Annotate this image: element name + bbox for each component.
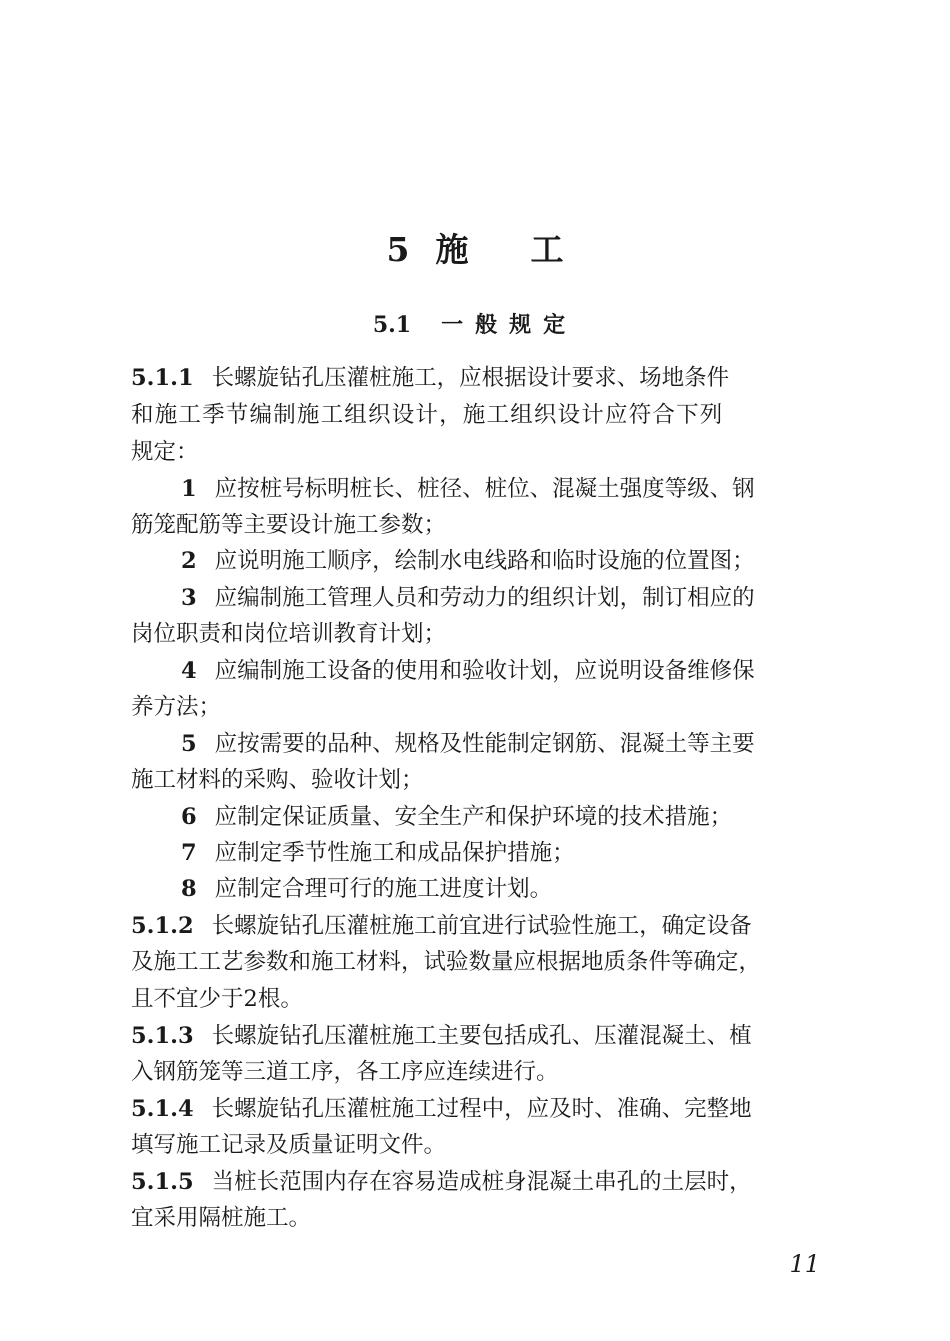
clause-5-1-1-line-3 [131, 434, 817, 471]
item-text: 应制定合理可行的施工进度计划。 [214, 876, 553, 902]
clause-5-1-1-line-2 [131, 397, 817, 434]
item-1-line-1 [131, 471, 817, 508]
clause-text: 长螺旋钻孔压灌桩施工前宜进行试验性施工，确定设备 [211, 913, 752, 939]
clause-text: 当桩长范围内存在容易造成桩身混凝土串孔的土层时， [211, 1169, 752, 1195]
item-3-line-1 [131, 580, 817, 617]
clause-text: 长螺旋钻孔压灌桩施工过程中，应及时、准确、完整地 [211, 1096, 752, 1122]
item-7-line-1 [131, 835, 817, 872]
chapter-title [0, 228, 950, 272]
item-number: 5 [181, 731, 197, 757]
item-6-line-1 [131, 799, 817, 836]
item-text: 筋笼配筋等主要设计施工参数； [131, 512, 447, 538]
item-number: 4 [181, 658, 197, 684]
clause-number: 5.1.5 [131, 1169, 194, 1195]
clause-text: 填写施工记录及质量证明文件。 [131, 1132, 447, 1158]
section-number: 5.1 [372, 312, 412, 338]
item-text: 应按需要的品种、规格及性能制定钢筋、混凝土等主要 [214, 731, 755, 757]
clause-5-1-3-line-2 [131, 1054, 817, 1091]
section-title [0, 310, 950, 340]
item-5-line-2 [131, 762, 817, 799]
item-number: 2 [181, 548, 197, 574]
item-3-line-2 [131, 616, 817, 653]
clause-number: 5.1.3 [131, 1023, 194, 1049]
clause-5-1-2-line-2 [131, 944, 817, 981]
clause-number: 5.1.4 [131, 1096, 194, 1122]
item-text: 养方法； [131, 694, 222, 720]
clause-5-1-2-line-3 [131, 981, 817, 1018]
item-text: 施工材料的采购、验收计划； [131, 767, 424, 793]
item-number: 7 [181, 840, 197, 866]
item-number: 1 [181, 476, 197, 502]
clause-5-1-5-line-1 [131, 1164, 817, 1201]
item-number: 6 [181, 804, 197, 830]
chapter-title-char-1: 施 [435, 230, 469, 269]
clause-5-1-5-line-2 [131, 1200, 817, 1237]
item-8-line-1 [131, 871, 817, 908]
clause-number: 5.1.2 [131, 913, 194, 939]
item-text: 应编制施工设备的使用和验收计划，应说明设备维修保 [214, 658, 755, 684]
item-text: 应制定季节性施工和成品保护措施； [214, 840, 575, 866]
clause-5-1-4-line-1 [131, 1091, 817, 1128]
item-4-line-1 [131, 653, 817, 690]
item-number: 8 [181, 876, 197, 902]
clause-text: 及施工工艺参数和施工材料，试验数量应根据地质条件等确定， [131, 949, 762, 975]
clause-text: 宜采用隔桩施工。 [131, 1205, 312, 1231]
chapter-number: 5 [386, 230, 410, 269]
clause-5-1-4-line-2 [131, 1127, 817, 1164]
clause-number: 5.1.1 [131, 365, 194, 391]
clause-text: 长螺旋钻孔压灌桩施工主要包括成孔、压灌混凝土、植 [211, 1023, 752, 1049]
clause-text: 长螺旋钻孔压灌桩施工，应根据设计要求、场地条件 [211, 365, 730, 391]
clause-text: 且不宜少于2根。 [131, 986, 303, 1012]
chapter-title-char-2: 工 [530, 230, 564, 269]
clause-5-1-1-line-1 [131, 360, 817, 397]
page-number: 11 [789, 1250, 820, 1278]
clause-text: 规定： [131, 439, 199, 465]
item-number: 3 [181, 585, 197, 611]
item-5-line-1 [131, 726, 817, 763]
item-text: 岗位职责和岗位培训教育计划； [131, 621, 447, 647]
item-text: 应制定保证质量、安全生产和保护环境的技术措施； [214, 804, 733, 830]
item-1-line-2 [131, 507, 817, 544]
clause-5-1-2-line-1 [131, 908, 817, 945]
section-heading: 一般规定 [441, 312, 578, 338]
clause-text: 和施工季节编制施工组织设计，施工组织设计应符合下列 [131, 402, 724, 428]
item-text: 应按桩号标明桩长、桩径、桩位、混凝土强度等级、钢 [214, 476, 755, 502]
clause-text: 入钢筋笼等三道工序，各工序应连续进行。 [131, 1059, 559, 1085]
item-text: 应编制施工管理人员和劳动力的组织计划，制订相应的 [214, 585, 755, 611]
item-text: 应说明施工顺序，绘制水电线路和临时设施的位置图； [214, 548, 755, 574]
clause-5-1-3-line-1 [131, 1018, 817, 1055]
item-2-line-1 [131, 543, 817, 580]
item-4-line-2 [131, 689, 817, 726]
